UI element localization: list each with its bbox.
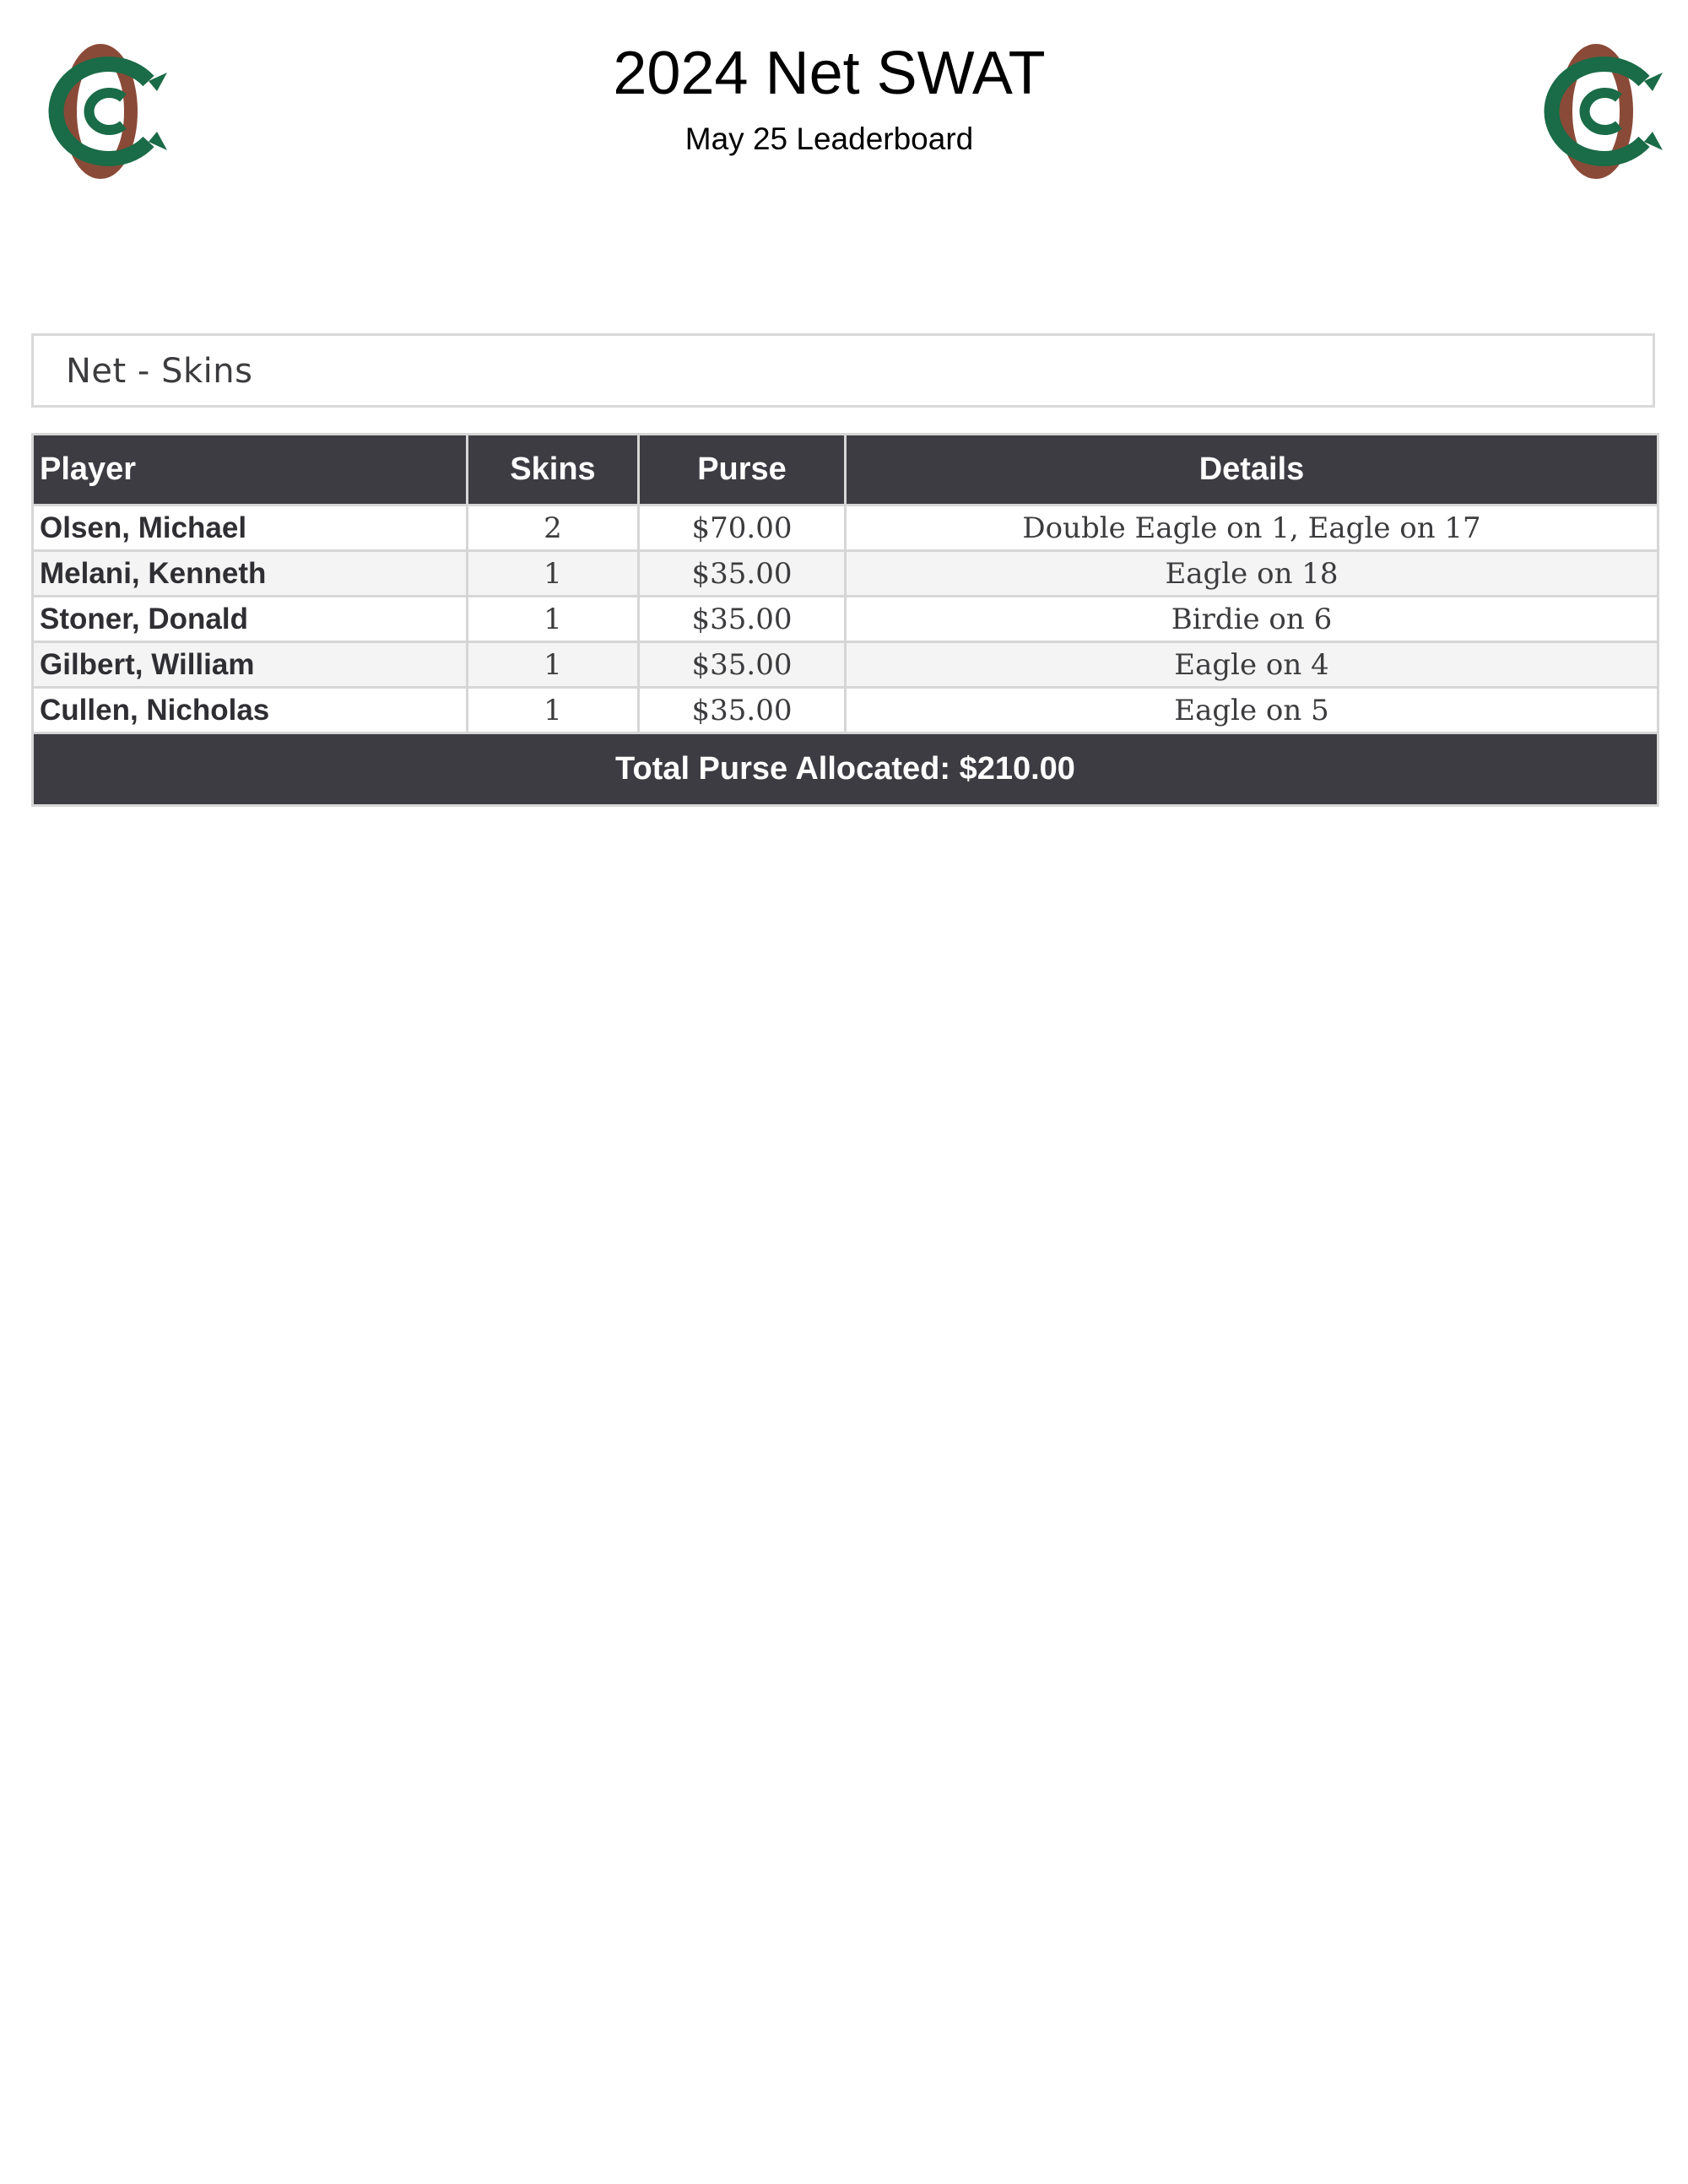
section-title: Net - Skins [66, 352, 253, 391]
purse-cell: $35.00 [639, 597, 846, 642]
skins-table [31, 433, 1659, 807]
table-row [33, 688, 1658, 733]
purse-cell: $35.00 [639, 551, 846, 597]
player-cell: Melani, Kenneth [33, 551, 468, 597]
table-row [33, 551, 1658, 597]
table-row [33, 642, 1658, 688]
table-header-row [33, 435, 1658, 505]
total-purse: Total Purse Allocated: $210.00 [33, 733, 1658, 806]
details-cell: Birdie on 6 [846, 597, 1658, 642]
column-header-skins: Skins [468, 435, 639, 505]
purse-cell: $70.00 [639, 505, 846, 551]
details-cell: Eagle on 4 [846, 642, 1658, 688]
section-header [31, 333, 1655, 408]
details-cell: Double Eagle on 1, Eagle on 17 [846, 505, 1658, 551]
player-cell: Gilbert, William [33, 642, 468, 688]
skins-cell: 1 [468, 551, 639, 597]
skins-cell: 1 [468, 688, 639, 733]
purse-cell: $35.00 [639, 688, 846, 733]
column-header-details: Details [846, 435, 1658, 505]
player-cell: Stoner, Donald [33, 597, 468, 642]
player-cell: Cullen, Nicholas [33, 688, 468, 733]
page-subtitle: May 25 Leaderboard [684, 122, 974, 156]
skins-cell: 1 [468, 642, 639, 688]
table-row [33, 505, 1658, 551]
skins-cell: 1 [468, 597, 639, 642]
skins-cell: 2 [468, 505, 639, 551]
details-cell: Eagle on 18 [846, 551, 1658, 597]
player-cell: Olsen, Michael [33, 505, 468, 551]
table-row [33, 597, 1658, 642]
table-footer-row [33, 733, 1658, 806]
details-cell: Eagle on 5 [846, 688, 1658, 733]
column-header-player: Player [33, 435, 468, 505]
page-title: 2024 Net SWAT [613, 40, 1046, 107]
column-header-purse: Purse [639, 435, 846, 505]
purse-cell: $35.00 [639, 642, 846, 688]
